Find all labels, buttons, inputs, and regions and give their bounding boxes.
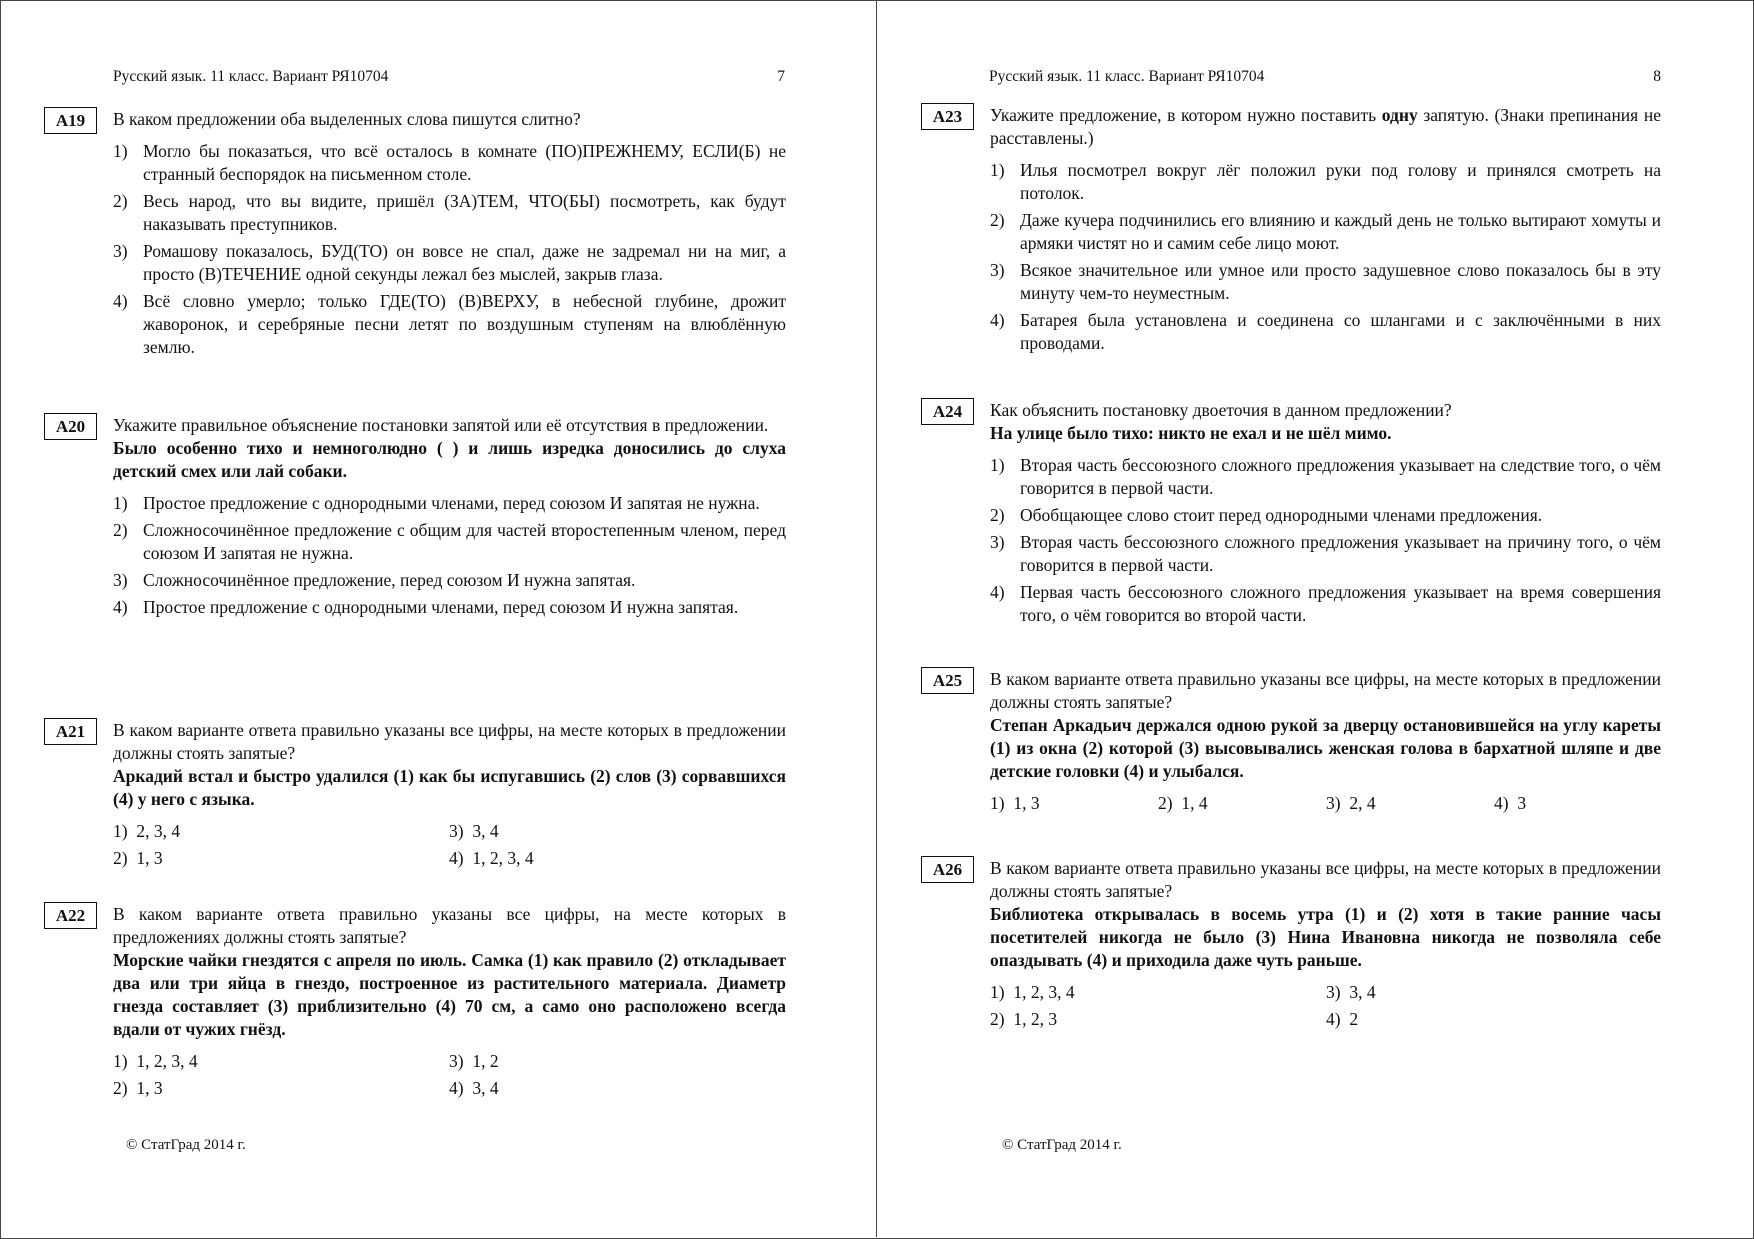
task-question: В каком предложении оба выделенных слова пишутся слитно? (113, 109, 581, 129)
option-item[interactable]: 3) 3, 4 (449, 821, 499, 841)
option-item[interactable]: 1) Могло бы показаться, что всё осталось в комнате (ПО)ПРЕЖНЕМУ, ЕСЛИ(Б) не странный беспорядок на письменном столе. (113, 141, 786, 184)
option-item[interactable]: 3) Сложносочинённое предложение, перед союзом И нужна запятая. (113, 570, 636, 590)
answer-options (113, 1050, 786, 1100)
page-header (113, 68, 785, 86)
task-label: А26 (921, 856, 974, 883)
task-question: Как объяснить постановку двоеточия в данном предложении? (990, 400, 1452, 420)
answer-options (113, 140, 786, 359)
task-label: А21 (44, 718, 97, 745)
answer-options (113, 492, 786, 619)
option-item[interactable]: 4) Простое предложение с однородными членами, перед союзом И нужна запятая. (113, 597, 739, 617)
option-item[interactable]: 1) Илья посмотрел вокруг лёг положил руки под голову и принялся смотреть на потолок. (990, 160, 1661, 203)
page-right (877, 0, 1754, 1237)
option-item[interactable]: 4) Всё словно умерло; только ГДЕ(ТО) (В)ВЕРХУ, в небесной глубине, дрожит жаворонок, и серебряные песни летят по воздушным ступеням на влюблённую землю. (113, 291, 786, 357)
task-sentence: На улице было тихо: никто не ехал и не шёл мимо. (990, 423, 1392, 443)
task-label: А24 (921, 398, 974, 425)
option-item[interactable]: 2) Даже кучера подчинились его влиянию и каждый день не только вытирают хомуты и армяки чистят но и самим себе лицо моют. (990, 210, 1661, 253)
option-item[interactable]: 4) 3, 4 (449, 1078, 499, 1098)
option-item[interactable]: 2) 1, 4 (1158, 793, 1208, 813)
answer-options (113, 820, 786, 870)
option-item[interactable]: 1) 1, 3 (990, 793, 1040, 813)
option-item[interactable]: 1) 2, 3, 4 (113, 821, 181, 841)
option-item[interactable]: 4) Батарея была установлена и соединена со шлангами и с заключёнными в них проводами. (990, 310, 1661, 353)
option-item[interactable]: 4) 2 (1326, 1009, 1359, 1029)
task-a22 (44, 902, 786, 1100)
task-a20 (44, 413, 786, 623)
page-footer: © СтатГрад 2014 г. (1002, 1137, 1122, 1153)
header-title: Русский язык. 11 класс. Вариант РЯ10704 (113, 68, 389, 85)
option-item[interactable]: 2) 1, 3 (113, 1078, 163, 1098)
task-question: В каком варианте ответа правильно указаны все цифры, на месте которых в предложении должны стоять запятые? (990, 858, 1661, 901)
page-footer: © СтатГрад 2014 г. (126, 1137, 246, 1153)
task-label: А25 (921, 667, 974, 694)
task-a21 (44, 718, 786, 870)
option-item[interactable]: 4) 1, 2, 3, 4 (449, 848, 534, 868)
page-number: 8 (1653, 68, 1661, 85)
header-title: Русский язык. 11 класс. Вариант РЯ10704 (989, 68, 1265, 85)
task-question: В каком варианте ответа правильно указаны все цифры, на месте которых в предложении должны стоять запятые? (113, 720, 786, 763)
answer-options (990, 159, 1661, 355)
page-header (989, 68, 1661, 86)
task-sentence: Библиотека открывалась в восемь утра (1) и (2) хотя в такие ранние часы посетителей никогда не было (3) Нина Ивановна никогда не позволяла себе опаздывать (4) и приходила даже чуть раньше. (990, 904, 1661, 970)
task-label: А19 (44, 107, 97, 134)
option-item[interactable]: 3) Ромашову показалось, БУД(ТО) он вовсе не спал, даже не задремал ни на миг, а просто (В)ТЕЧЕНИЕ одной секунды лежал без мыслей, закрыв глаза. (113, 241, 786, 284)
task-a19 (44, 107, 786, 363)
task-sentence: Степан Аркадьич держался одною рукой за дверцу остановившейся на углу кареты (1) из окна (2) которой (3) высовывались женская голова в бархатной шляпе и две детские головки (4) и улыбался. (990, 715, 1661, 781)
option-item[interactable]: 2) Весь народ, что вы видите, пришёл (ЗА)ТЕМ, ЧТО(БЫ) посмотреть, как будут наказывать преступников. (113, 191, 786, 234)
option-item[interactable]: 3) 3, 4 (1326, 982, 1376, 1002)
task-a23 (921, 103, 1661, 359)
option-item[interactable]: 2) 1, 2, 3 (990, 1009, 1058, 1029)
task-sentence: Аркадий встал и быстро удалился (1) как бы испугавшись (2) слов (3) сорвавшихся (4) у него с языка. (113, 766, 786, 809)
task-question: В каком варианте ответа правильно указаны все цифры, на месте которых в предложениях должны стоять запятые? (113, 904, 786, 947)
task-label: А20 (44, 413, 97, 440)
option-item[interactable]: 1) 1, 2, 3, 4 (990, 982, 1075, 1002)
option-item[interactable]: 1) Вторая часть бессоюзного сложного предложения указывает на следствие того, о чём говорится в первой части. (990, 455, 1661, 498)
answer-options (990, 454, 1661, 627)
page-left (0, 0, 876, 1237)
option-item[interactable]: 3) Всякое значительное или умное или просто задушевное слово показалось бы в эту минуту чем-то неуместным. (990, 260, 1661, 303)
task-a24 (921, 398, 1661, 631)
option-item[interactable]: 1) Простое предложение с однородными членами, перед союзом И запятая не нужна. (113, 493, 760, 513)
option-item[interactable]: 4) Первая часть бессоюзного сложного предложения указывает на время совершения того, о чём говорится во второй части. (990, 582, 1661, 625)
task-question: Укажите правильное объяснение постановки запятой или её отсутствия в предложении. (113, 415, 769, 435)
answer-options (990, 981, 1661, 1031)
task-a25 (921, 667, 1661, 815)
answer-options (990, 792, 1661, 815)
task-question: Укажите предложение, в котором нужно поставить одну запятую. (Знаки препинания не расставлены.) (990, 105, 1661, 148)
task-label: А22 (44, 902, 97, 929)
task-sentence: Было особенно тихо и немноголюдно ( ) и лишь изредка доносились до слуха детский смех или лай собаки. (113, 438, 786, 481)
option-item[interactable]: 1) 1, 2, 3, 4 (113, 1051, 198, 1071)
option-item[interactable]: 3) 2, 4 (1326, 793, 1376, 813)
option-item[interactable]: 2) Сложносочинённое предложение с общим для частей второстепенным членом, перед союзом И запятая не нужна. (113, 520, 786, 563)
option-item[interactable]: 4) 3 (1494, 793, 1527, 813)
page-number: 7 (777, 68, 785, 85)
task-a26 (921, 856, 1661, 1031)
option-item[interactable]: 3) 1, 2 (449, 1051, 499, 1071)
task-label: А23 (921, 103, 974, 130)
task-sentence: Морские чайки гнездятся с апреля по июль. Самка (1) как правило (2) откладывает два или три яйца в гнездо, построенное из растительного материала. Диаметр гнезда составляет (3) приблизительно (4) 70 см, а само оно расположено всегда вдали от чужих гнёзд. (113, 950, 786, 1039)
option-item[interactable]: 2) Обобщающее слово стоит перед однородными членами предложения. (990, 505, 1543, 525)
task-question: В каком варианте ответа правильно указаны все цифры, на месте которых в предложении должны стоять запятые? (990, 669, 1661, 712)
option-item[interactable]: 3) Вторая часть бессоюзного сложного предложения указывает на причину того, о чём говорится в первой части. (990, 532, 1661, 575)
option-item[interactable]: 2) 1, 3 (113, 848, 163, 868)
